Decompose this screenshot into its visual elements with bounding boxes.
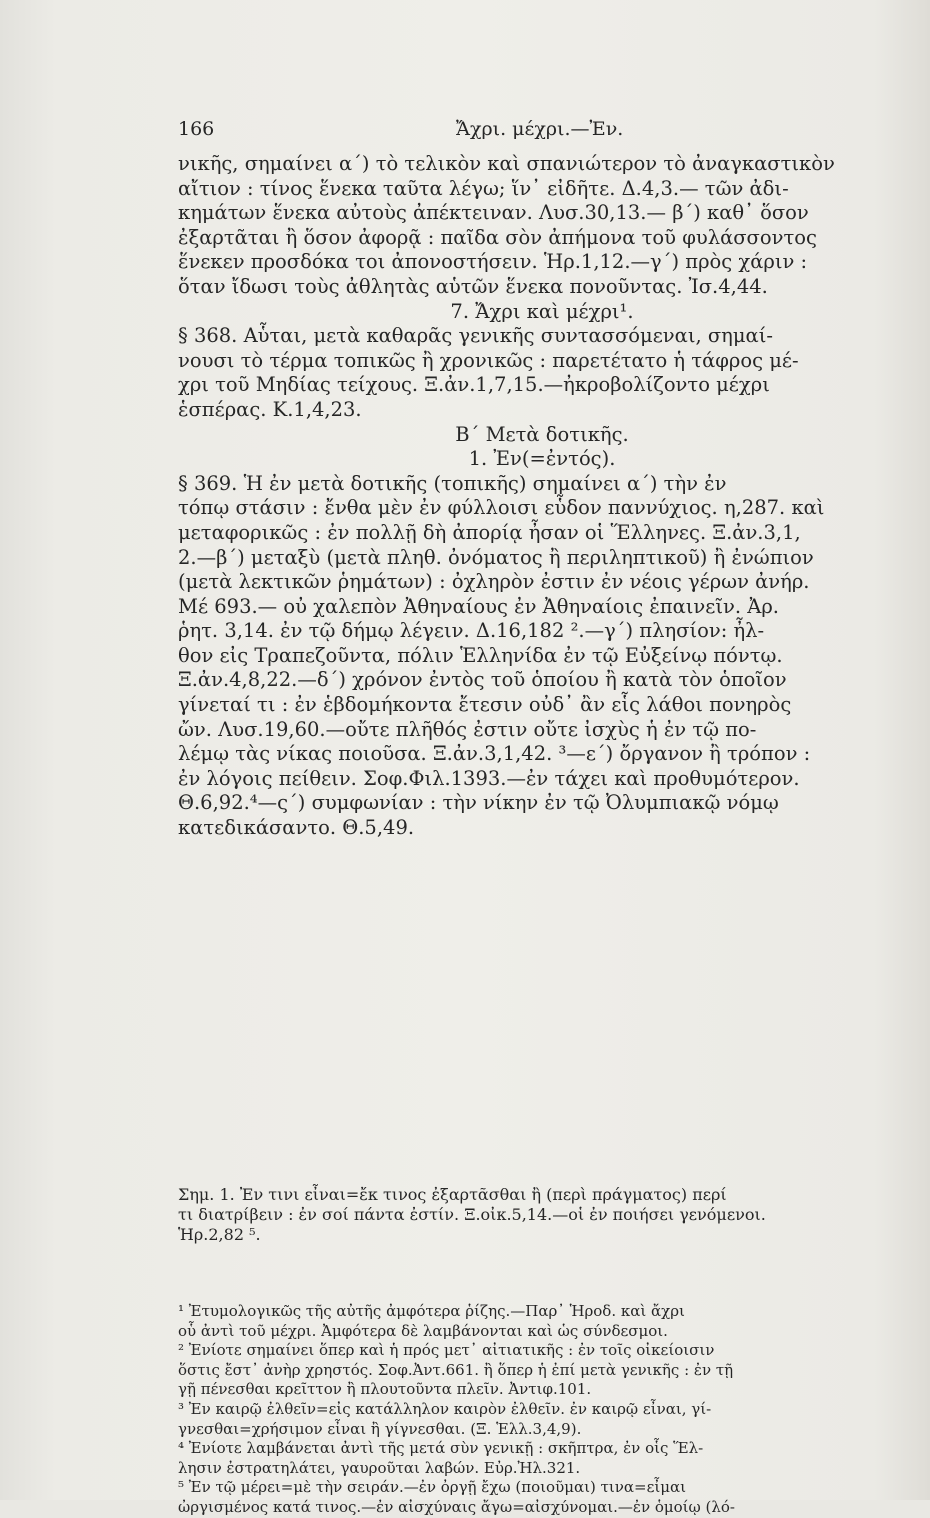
footnote-line: λησιν ἐστρατηλάτει, γαυροῦται λαβών. Εὐρ.Ἠλ.321. [178, 1458, 581, 1477]
page-header [178, 118, 908, 148]
footnote-line: ⁴ Ἐνίοτε λαμβάνεται ἀντὶ τῆς μετά σὺν γενικῇ : σκῆπτρα, ἐν οἷς Ἕλ- [178, 1439, 704, 1458]
note-block [178, 1185, 906, 1245]
heading-b: Β΄ Μετὰ δοτικῆς. [455, 422, 629, 446]
section-369-line: ὤν. Λυσ.19,60.—οὔτε πλῆθός ἐστιν οὔτε ἰσχὺς ἡ ἐν τῷ πο- [178, 717, 757, 741]
section-369-line: ἐν λόγοις πείθειν. Σοφ.Φιλ.1393.—ἐν τάχει καὶ προθυμότερον. [178, 766, 800, 790]
section-368-line: § 368. Αὗται, μετὰ καθαρᾶς γενικῆς συντασσόμεναι, σημαί- [178, 324, 773, 348]
section-368-line: ἑσπέρας. Κ.1,4,23. [178, 397, 362, 421]
text-line: ἐξαρτᾶται ἢ ὅσον ἀφορᾷ : παῖδα σὸν ἀπήμονα τοῦ φυλάσσοντος [178, 225, 817, 249]
section-369-line: Μέ 693.— οὐ χαλεπὸν Ἀθηναίους ἐν Ἀθηναίοις ἐπαινεῖν. Ἀρ. [178, 594, 780, 618]
running-title: Ἄχρι. μέχρι.—Ἐν. [456, 118, 624, 140]
section-369-line: ῥητ. 3,14. ἐν τῷ δήμῳ λέγειν. Δ.16,182 ².—γ΄) πλησίον: ἦλ- [178, 619, 765, 643]
note-line: Σημ. 1. Ἐν τινι εἶναι=ἔκ τινος ἐξαρτᾶσθαι ἢ (περὶ πράγματος) περί [178, 1185, 727, 1204]
footnote-line: ὠργισμένος κατά τινος.—ἐν αἰσχύναις ἄγω=αἰσχύνομαι.—ἐν ὁμοίῳ (λό- [178, 1497, 735, 1516]
subheading-1: 1. Ἐν(=ἐντός). [468, 447, 616, 471]
footnote-line: ² Ἐνίοτε σημαίνει ὅπερ καὶ ἡ πρός μετ᾽ αἰτιατικῆς : ἐν τοῖς οἰκείοισιν [178, 1341, 715, 1360]
footnote-line: οὗ ἀντὶ τοῦ μέχρι. Ἀμφότερα δὲ λαμβάνονται καὶ ὡς σύνδεσμοι. [178, 1321, 668, 1340]
text-line: αἴτιον : τίνος ἕνεκα ταῦτα λέγω; ἵν᾽ εἰδῆτε. Δ.4,3.— τῶν ἀδι- [178, 176, 789, 200]
section-369-line: γίνεταί τι : ἐν ἑβδομήκοντα ἔτεσιν οὐδ᾽ ἂν εἷς λάθοι πονηρὸς [178, 693, 792, 717]
section-368-line: χρι τοῦ Μηδίας τείχους. Ξ.ἀν.1,7,15.—ἠκροβολίζοντο μέχρι [178, 373, 770, 397]
section-369-line: Θ.6,92.⁴—ς΄) συμφωνίαν : τὴν νίκην ἐν τῷ Ὀλυμπιακῷ νόμῳ [178, 791, 779, 815]
section-369-line: (μετὰ λεκτικῶν ῥημάτων) : ὀχληρὸν ἐστιν ἐν νέοις γέρων ἀνήρ. [178, 570, 810, 594]
note-line: τι διατρίβειν : ἐν σοί πάντα ἐστίν. Ξ.οἰκ.5,14.—οἱ ἐν ποιήσει γενόμενοι. [178, 1205, 766, 1224]
section-369-line: Ξ.ἀν.4,8,22.—δ΄) χρόνον ἐντὸς τοῦ ὁποίου ἢ κατὰ τὸν ὁποῖον [178, 668, 787, 692]
page-number: 166 [178, 118, 215, 140]
main-text [178, 152, 906, 841]
section-369-line: λέμῳ τὰς νίκας ποιοῦσα. Ξ.ἀν.3,1,42. ³—ε΄) ὄργανον ἢ τρόπον : [178, 742, 811, 766]
footnote-line: ³ Ἐν καιρῷ ἐλθεῖν=εἰς κατάλληλον καιρὸν ἐλθεῖν. ἐν καιρῷ εἶναι, γί- [178, 1399, 712, 1418]
footnote-line: γῇ πένεσθαι κρεῖττον ἢ πλουτοῦντα πλεῖν. Ἀντιφ.101. [178, 1380, 592, 1399]
subheading-7: 7. Ἄχρι καὶ μέχρι¹. [450, 299, 634, 323]
footnote-line: ὅστις ἔστ᾽ ἀνὴρ χρηστός. Σοφ.Ἀντ.661. ἢ ὅπερ ἡ ἐπί μετὰ γενικῆς : ἐν τῇ [178, 1360, 734, 1379]
text-line: νικῆς, σημαίνει α΄) τὸ τελικὸν καὶ σπανιώτερον τὸ ἀναγκαστικὸν [178, 152, 835, 175]
text-line: ὅταν ἴδωσι τοὺς ἀθλητὰς αὑτῶν ἕνεκα πονοῦντας. Ἰσ.4,44. [178, 274, 768, 298]
section-369-line: μεταφορικῶς : ἐν πολλῇ δὴ ἀπορίᾳ ἦσαν οἱ Ἕλληνες. Ξ.ἀν.3,1, [178, 520, 801, 544]
note-line: Ἡρ.2,82 ⁵. [178, 1225, 261, 1244]
section-368-line: νουσι τὸ τέρμα τοπικῶς ἢ χρονικῶς : παρετέτατο ἡ τάφρος μέ- [178, 348, 799, 372]
footnote-line: ¹ Ἐτυμολογικῶς τῆς αὐτῆς ἀμφότερα ῥίζης.—Παρ᾽ Ἡροδ. καὶ ἄχρι [178, 1302, 685, 1320]
text-line: ἕνεκεν προσδόκα τοι ἀπονοστήσειν. Ἡρ.1,12.—γ΄) πρὸς χάριν : [178, 250, 808, 274]
section-369-line: τόπῳ στάσιν : ἔνθα μὲν ἐν φύλλοισι εὗδον παννύχιος. η,287. καὶ [178, 496, 825, 520]
footnote-line: ⁵ Ἐν τῷ μέρει=μὲ τὴν σειράν.—ἐν ὀργῇ ἔχω (ποιοῦμαι) τινα=εἶμαι [178, 1478, 686, 1497]
footnotes [178, 1302, 906, 1518]
section-369-line: θον εἰς Τραπεζοῦντα, πόλιν Ἑλληνίδα ἐν τῷ Εὐξείνῳ πόντῳ. [178, 643, 783, 667]
text-line: κημάτων ἕνεκα αὐτοὺς ἀπέκτειναν. Λυσ.30,13.— β΄) καθ᾽ ὅσον [178, 201, 809, 225]
section-369-line: § 369. Ἡ ἐν μετὰ δοτικῆς (τοπικῆς) σημαίνει α΄) τὴν ἐν [178, 471, 727, 495]
section-369-line: κατεδικάσαντο. Θ.5,49. [178, 816, 415, 840]
section-369-line: 2.—β΄) μεταξὺ (μετὰ πληθ. ὀνόματος ἢ περιληπτικοῦ) ἢ ἐνώπιον [178, 545, 814, 569]
footnote-line: γνεσθαι=χρήσιμον εἶναι ἢ γίγνεσθαι. (Ξ. Ἑλλ.3,4,9). [178, 1419, 582, 1438]
